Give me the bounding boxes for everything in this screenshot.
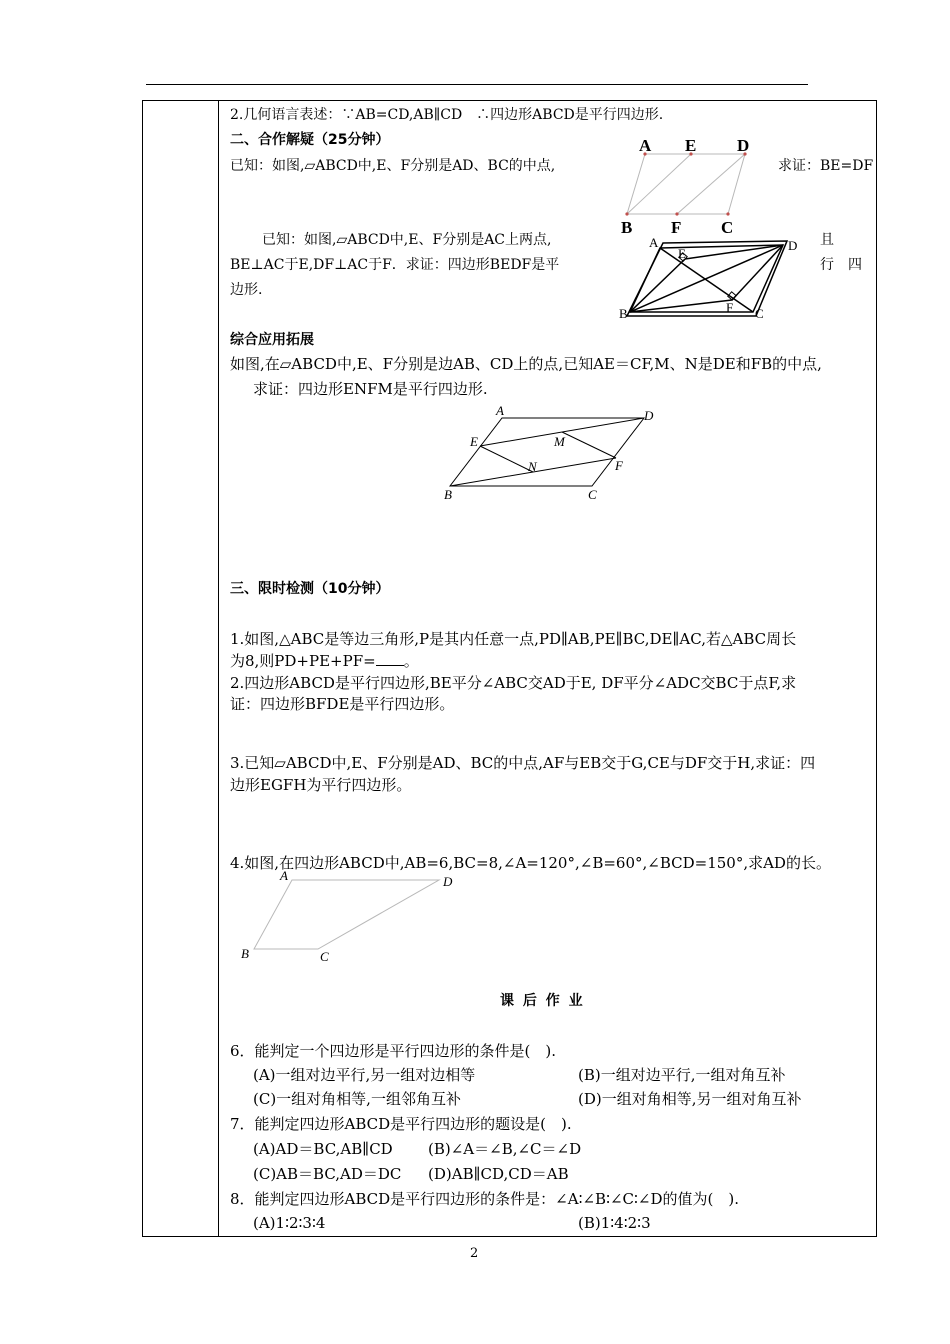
section-heading-test: 三、限时检测（10分钟）: [230, 581, 390, 597]
label-A: A: [649, 235, 659, 250]
extension-problem-line1: 如图,在▱ABCD中,E、F分别是边AB、CD上的点,已知AE＝CF,M、N是DE和FB的中点,: [230, 355, 822, 373]
problem2-line3: 边形.: [230, 282, 263, 298]
test-q3-line2: 边形EGFH为平行四边形。: [230, 776, 412, 794]
test-q2-line1: 2.四边形ABCD是平行四边形,BE平分∠ABC交AD于E, DF平分∠ADC交BC于点F,求: [230, 674, 797, 692]
hw-q7-option-a: (A)AD＝BC,AB∥CD: [253, 1140, 393, 1158]
label-F: F: [726, 300, 734, 315]
problem2-line2: BE⊥AC于E,DF⊥AC于F．求证：四边形BEDF是平: [230, 257, 560, 273]
label-E: E: [470, 434, 478, 449]
test-q4-line1: 4.如图,在四边形ABCD中,AB=6,BC=8,∠A=120°,∠B=60°,∠BCD=150°,求AD的长。: [230, 854, 831, 872]
label-B: B: [619, 306, 628, 321]
label-C: C: [721, 218, 734, 234]
problem1-prove: 求证：BE=DF: [778, 158, 874, 174]
label-E: E: [685, 136, 697, 155]
label-M: M: [554, 434, 565, 449]
label-A: A: [496, 403, 504, 418]
hw-q7-option-b: (B)∠A＝∠B,∠C＝∠D: [428, 1140, 582, 1158]
label-D: D: [737, 136, 750, 155]
label-D: D: [788, 238, 798, 253]
test-q3-line1: 3.已知▱ABCD中,E、F分别是AD、BC的中点,AF与EB交于G,CE与DF交于H,求证：四: [230, 754, 816, 772]
label-F: F: [671, 218, 682, 234]
problem1-given: 已知：如图,▱ABCD中,E、F分别是AD、BC的中点,: [230, 158, 556, 174]
hw-q7-option-d: (D)AB∥CD,CD＝AB: [428, 1165, 569, 1183]
label-D: D: [443, 874, 453, 889]
problem2-line1: 已知：如图,▱ABCD中,E、F分别是AC上两点,: [262, 232, 552, 248]
section-heading-homework: 课 后 作 业: [500, 993, 585, 1009]
figure-quadrilateral-abcd: [236, 866, 461, 966]
hw-q6-option-a: (A)一组对边平行,另一组对边相等: [253, 1066, 476, 1084]
figure-parallelogram-enfm: [438, 402, 663, 505]
section-heading-extension: 综合应用拓展: [230, 332, 314, 348]
label-F: F: [615, 458, 623, 473]
problem2-line1-right: 且: [820, 232, 834, 248]
label-N: N: [528, 459, 537, 474]
label-C: C: [320, 949, 329, 964]
label-C: C: [755, 306, 764, 321]
label-A: A: [280, 868, 288, 883]
page-number: 2: [470, 1246, 479, 1261]
test-q1-line2: 为8,则PD+PE+PF= 。: [230, 652, 419, 670]
figure-parallelogram-perpendiculars: [615, 230, 815, 325]
hw-q6-option-b: (B)一组对边平行,一组对角互补: [578, 1066, 786, 1084]
figure-parallelogram-midpoints: [615, 134, 775, 234]
label-B: B: [621, 218, 633, 234]
hw-q6-option-d: (D)一组对角相等,另一组对角互补: [578, 1090, 802, 1108]
geometry-statement: 2.几何语言表述：∵AB=CD,AB∥CD ∴四边形ABCD是平行四边形.: [230, 107, 664, 123]
hw-q6-option-c: (C)一组对角相等,一组邻角互补: [253, 1090, 461, 1108]
label-B: B: [444, 487, 452, 502]
answer-blank[interactable]: [376, 651, 404, 666]
section-heading-cooperate: 二、合作解疑（25分钟）: [230, 132, 390, 148]
hw-q8: 8．能判定四边形ABCD是平行四边形的条件是：∠A∶∠B∶∠C∶∠D的值为( ).: [230, 1190, 739, 1208]
label-C: C: [588, 487, 597, 502]
label-E: E: [678, 246, 686, 261]
hw-q8-option-b: (B)1∶4∶2∶3: [578, 1214, 651, 1232]
problem2-line2-right: 行 四: [820, 257, 862, 273]
hw-q7: 7．能判定四边形ABCD是平行四边形的题设是( ).: [230, 1115, 572, 1133]
label-D: D: [644, 408, 654, 423]
label-A: A: [639, 136, 652, 155]
table-column-divider: [218, 100, 219, 1237]
extension-problem-line2: 求证：四边形ENFM是平行四边形.: [253, 380, 488, 398]
hw-q8-option-a: (A)1∶2∶3∶4: [253, 1214, 326, 1232]
hw-q6: 6．能判定一个四边形是平行四边形的条件是( ).: [230, 1042, 557, 1060]
hw-q7-option-c: (C)AB＝BC,AD＝DC: [253, 1165, 402, 1183]
label-B: B: [241, 946, 249, 961]
test-q2-line2: 证：四边形BFDE是平行四边形。: [230, 695, 455, 713]
header-rule: [146, 84, 808, 85]
test-q1-line1: 1.如图,△ABC是等边三角形,P是其内任意一点,PD∥AB,PE∥BC,DE∥AC,若△ABC周长: [230, 630, 797, 648]
